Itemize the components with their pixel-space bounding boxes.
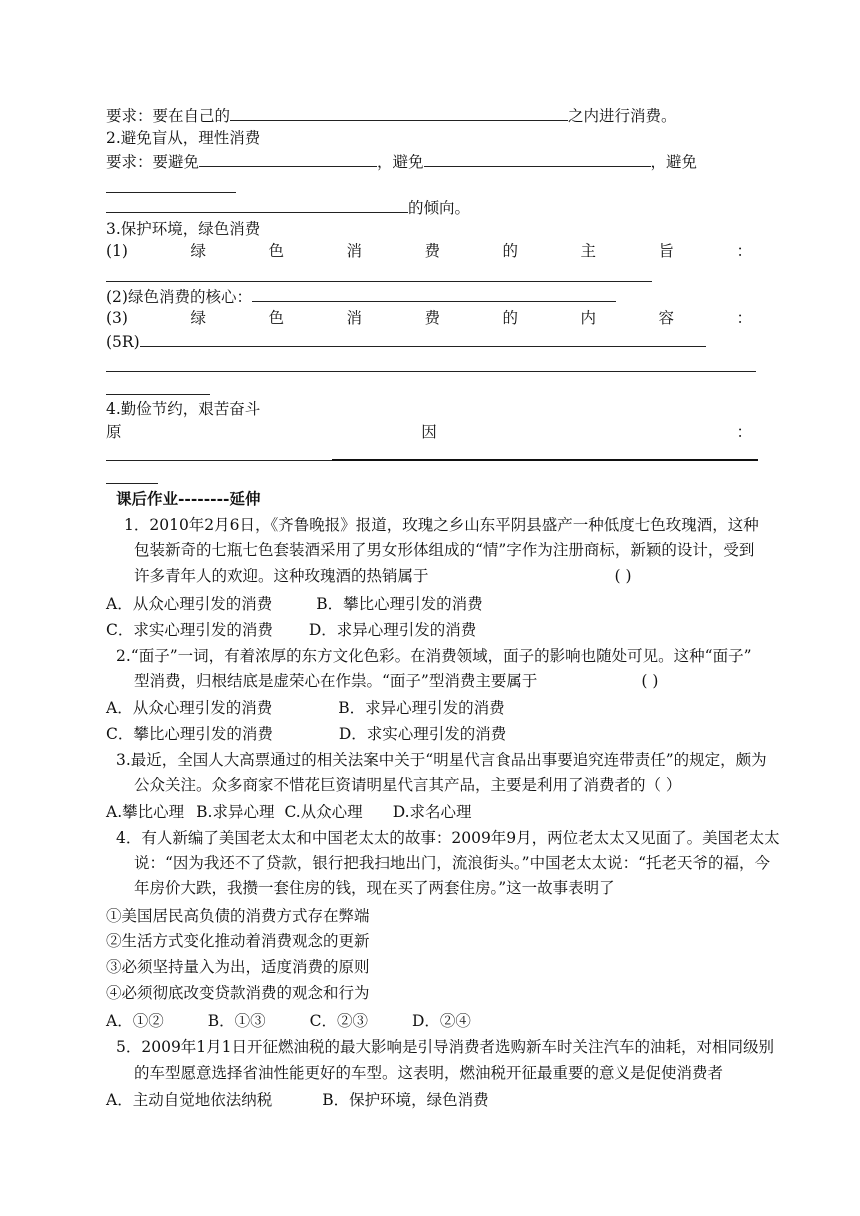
q5-option-a[interactable]: A．主动自觉地依法纳税 [106,1091,273,1109]
char: 消 [346,309,362,327]
q1-option-a[interactable]: A．从众心理引发的消费 [106,595,273,613]
req1-prefix: 要求：要在自己的 [106,107,231,125]
q4-option-b[interactable]: B．①③ [207,1012,266,1030]
item3-3-cont-label: (5R) [106,333,140,351]
q3-option-a[interactable]: A.攀比心理 [106,803,185,821]
char: (1) [106,242,128,260]
q5-option-b[interactable]: B．保护环境，绿色消费 [322,1091,489,1109]
q4-statement-3: ③必须坚持量入为出，适度消费的原则 [106,958,370,976]
q1-options-ab [106,593,483,615]
blank-item4-a[interactable] [106,460,332,461]
item2-title: 2.避免盲从，理性消费 [106,129,261,147]
item4-line [106,421,752,443]
item4-title: 4.勤俭节约，艰苦奋斗 [106,400,261,418]
item3-3-line [106,307,752,329]
blank-item3-3-b[interactable] [106,371,756,372]
q2-options-cd [106,723,506,745]
blank-req2-b[interactable] [424,150,651,167]
item3-1-line [106,240,752,262]
q3-option-d[interactable]: D.求名心理 [392,803,472,821]
q1-option-b[interactable]: B．攀比心理引发的消费 [316,595,483,613]
q1-option-c[interactable]: C．求实心理引发的消费 [106,621,273,639]
q1-options-cd [106,619,476,641]
q2-stem-end: 型消费，归根结底是虚荣心在作祟。“面子”型消费主要属于 [134,672,538,690]
q4-line3: 年房价大跌，我攒一套住房的钱，现在买了两套住房。”这一故事表明了 [134,879,615,897]
char: 旨 [658,242,674,260]
q4-statement-2: ②生活方式变化推动着消费观念的更新 [106,932,370,950]
q3-line1: 3.最近，全国人大高票通过的相关法案中关于“明星代言食品出事要追究连带责任”的规定，颇为 [116,751,767,769]
char: 原 [106,423,122,441]
q5-line2: 的车型愿意选择省油性能更好的车型。这表明，燃油税开征最重要的意义是促使消费者 [134,1064,724,1082]
char: 绿 [190,309,206,327]
char: 的 [502,309,518,327]
req2-mid2: ，避免 [650,153,698,171]
q3-options [106,801,472,823]
q1-line1: 1．2010年2月6日，《齐鲁晚报》报道，玫瑰之乡山东平阴县盛产一种低度七色玫瑰酒，这种 [124,516,759,534]
q4-statement-1: ①美国居民高负债的消费方式存在弊端 [106,907,370,925]
blank-item3-3-a[interactable] [140,330,706,347]
q3-line2: 公众关注。众多商家不惜花巨资请明星代言其产品，主要是利用了消费者的（ ） [134,776,682,794]
blank-item4-b[interactable] [332,459,758,461]
q4-line1: 4．有人新编了美国老太太和中国老太太的故事：2009年9月，两位老太太又见面了。美国老太太 [116,829,780,847]
char: ： [736,242,752,260]
blank-item3-3-c[interactable] [106,394,210,395]
char: 色 [268,242,284,260]
item3-title: 3.保护环境，绿色消费 [106,220,261,238]
char: 费 [424,309,440,327]
item3-3-cont [106,330,706,353]
q3-option-c[interactable]: C.从众心理 [284,803,363,821]
char: 消 [346,242,362,260]
q4-line2: 说：“因为我还不了贷款，银行把我扫地出门，流浪街头。”中国老太太说：“托老天爷的福，今 [134,854,771,872]
q4-option-c[interactable]: C．②③ [309,1012,368,1030]
q4-options [106,1010,471,1032]
q2-line1: 2.“面子”一词，有着浓厚的东方文化色彩。在消费领域，面子的影响也随处可见。这种“面子” [116,647,752,665]
q1-line2: 包装新奇的七瓶七色套装酒采用了男女形体组成的“情”字作为注册商标，新颖的设计，受到 [134,541,755,559]
req2-line [106,150,697,173]
item3-2-label: (2)绿色消费的核心： [106,288,252,306]
blank-req2-c-line2[interactable] [106,196,408,213]
q2-answer-paren[interactable]: ( ) [641,672,659,690]
q1-option-d[interactable]: D．求异心理引发的消费 [308,621,477,639]
q2-options-ab [106,697,505,719]
q4-statement-4: ④必须彻底改变贷款消费的观念和行为 [106,984,370,1002]
q3-option-b[interactable]: B.求异心理 [196,803,275,821]
q2-option-b[interactable]: B．求异心理引发的消费 [338,699,505,717]
char: ： [736,309,752,327]
item3-2-line [106,285,616,308]
char: 绿 [190,242,206,260]
char: 的 [502,242,518,260]
char: 主 [580,242,596,260]
char: 费 [424,242,440,260]
q1-stem-end: 许多青年人的欢迎。这种玫瑰酒的热销属于 [134,567,429,585]
q5-line1: 5．2009年1月1日开征燃油税的最大影响是引导消费者选购新车时关注汽车的油耗，对相同级别 [116,1038,775,1056]
char: 因 [421,423,437,441]
blank-req1[interactable] [230,104,568,121]
char: 色 [268,309,284,327]
q2-option-c[interactable]: C．攀比心理引发的消费 [106,725,273,743]
q4-option-a[interactable]: A．①② [106,1012,164,1030]
req1-line [106,104,677,127]
q2-option-a[interactable]: A．从众心理引发的消费 [106,699,273,717]
q2-option-d[interactable]: D．求实心理引发的消费 [338,725,507,743]
req2-mid1: ，避免 [377,153,424,171]
blank-item3-2[interactable] [252,285,616,302]
req2-suffix: 的倾向。 [408,199,471,217]
q1-line3 [134,565,632,587]
blank-req2-a[interactable] [199,150,377,167]
blank-item4-c[interactable] [106,483,158,484]
char: (3) [106,309,128,327]
q5-options-ab [106,1089,489,1111]
char: 容 [658,309,674,327]
q2-line2 [134,670,658,692]
char: 内 [580,309,596,327]
char: ： [736,423,752,441]
q1-answer-paren[interactable]: ( ) [614,567,632,585]
req1-suffix: 之内进行消费。 [568,107,677,125]
homework-title: 课后作业--------延伸 [116,489,261,508]
q4-option-d[interactable]: D．②④ [411,1012,471,1030]
req2-prefix: 要求：要避免 [106,153,200,171]
blank-item3-1[interactable] [106,281,652,282]
req2-cont [106,196,470,219]
blank-req2-c-line1[interactable] [106,192,236,193]
